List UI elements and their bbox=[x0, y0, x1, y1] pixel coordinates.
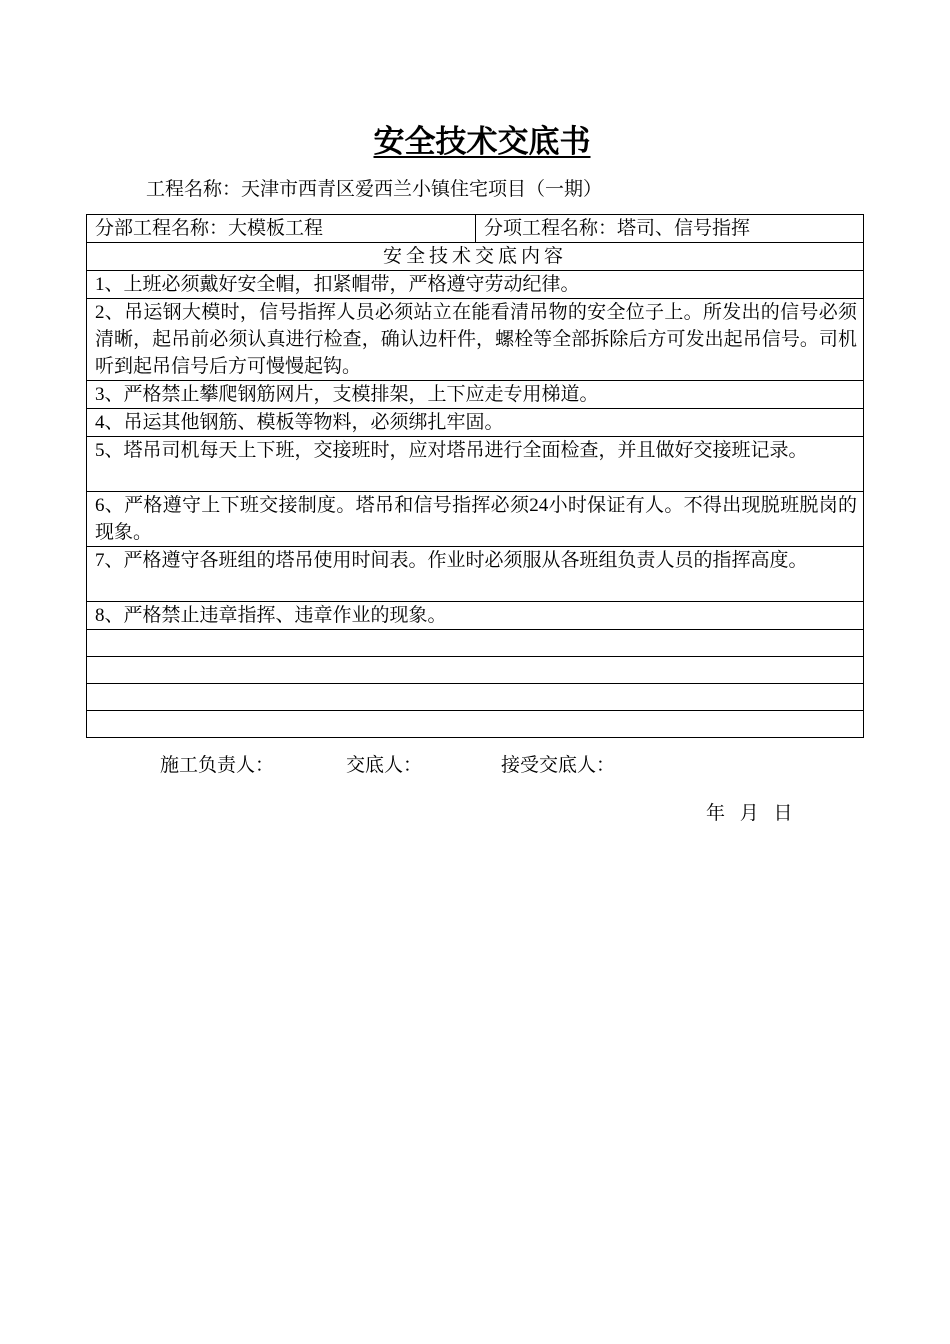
item-1: 1、上班必须戴好安全帽，扣紧帽带，严格遵守劳动纪律。 bbox=[87, 271, 864, 299]
table-row bbox=[87, 271, 864, 299]
item-6: 6、严格遵守上下班交接制度。塔吊和信号指挥必须24小时保证有人。不得出现脱班脱岗的现象。 bbox=[87, 492, 864, 547]
table-row bbox=[87, 437, 864, 492]
date-line: 年 月 日 bbox=[706, 803, 793, 824]
empty-row bbox=[87, 657, 864, 684]
item-8: 8、严格禁止违章指挥、违章作业的现象。 bbox=[87, 602, 864, 630]
table-row bbox=[87, 602, 864, 630]
document-title: 安全技术交底书 bbox=[373, 124, 591, 160]
project-name: 工程名称：天津市西青区爱西兰小镇住宅项目（一期） bbox=[146, 179, 603, 200]
item-project-cell: 分项工程名称：塔司、信号指挥 bbox=[476, 215, 864, 243]
empty-row bbox=[87, 684, 864, 711]
header-row bbox=[87, 215, 864, 243]
item-7: 7、严格遵守各班组的塔吊使用时间表。作业时必须服从各班组负责人员的指挥高度。 bbox=[87, 547, 864, 602]
item-2: 2、吊运钢大模时，信号指挥人员必须站立在能看清吊物的安全位子上。所发出的信号必须清晰，起吊前必须认真进行检查，确认边杆件，螺栓等全部拆除后方可发出起吊信号。司机听到起吊信号后方可慢慢起钩。 bbox=[87, 299, 864, 381]
empty-row bbox=[87, 711, 864, 738]
item-5: 5、塔吊司机每天上下班，交接班时，应对塔吊进行全面检查，并且做好交接班记录。 bbox=[87, 437, 864, 492]
disclosure-table bbox=[86, 214, 864, 738]
table-row bbox=[87, 492, 864, 547]
construction-lead-label: 施工负责人： bbox=[160, 755, 275, 776]
section-header: 安全技术交底内容 bbox=[87, 243, 864, 271]
sub-project-cell: 分部工程名称：大模板工程 bbox=[87, 215, 476, 243]
section-header-row bbox=[87, 243, 864, 271]
table-row bbox=[87, 299, 864, 381]
table-row bbox=[87, 547, 864, 602]
item-3: 3、严格禁止攀爬钢筋网片，支模排架，上下应走专用梯道。 bbox=[87, 381, 864, 409]
empty-row bbox=[87, 630, 864, 657]
discloser-label: 交底人： bbox=[346, 755, 423, 776]
table-row bbox=[87, 409, 864, 437]
table-row bbox=[87, 381, 864, 409]
item-4: 4、吊运其他钢筋、模板等物料，必须绑扎牢固。 bbox=[87, 409, 864, 437]
receiver-label: 接受交底人： bbox=[501, 755, 616, 776]
